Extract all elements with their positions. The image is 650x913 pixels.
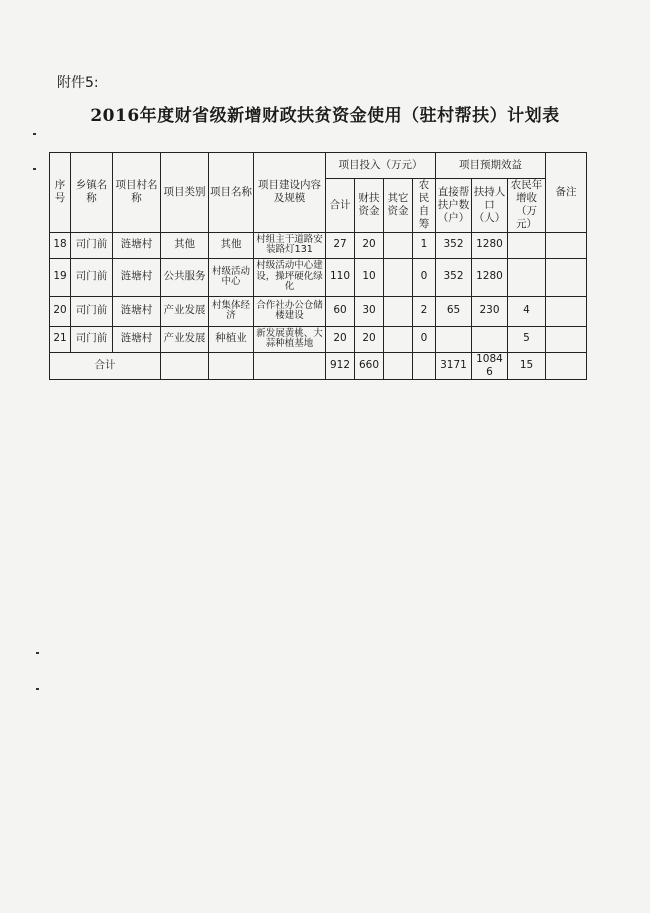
- cell-village: 涟塘村: [113, 296, 161, 326]
- cell-category: 产业发展: [161, 296, 209, 326]
- header-benefit-group: 项目预期效益: [436, 153, 546, 179]
- cell-total: 20: [326, 326, 355, 352]
- cell-town: 司门前: [71, 258, 113, 296]
- cell-seq: 21: [50, 326, 71, 352]
- cell-income: [508, 258, 546, 296]
- cell-population: 1280: [472, 232, 508, 258]
- total-fiscal: 660: [355, 352, 384, 379]
- cell-category: 公共服务: [161, 258, 209, 296]
- header-population: 扶持人口（人）: [472, 179, 508, 233]
- cell-total: 27: [326, 232, 355, 258]
- header-content: 项目建设内容及规模: [254, 153, 326, 233]
- cell-total: 60: [326, 296, 355, 326]
- scan-speck: [36, 688, 39, 690]
- cell-village: 涟塘村: [113, 258, 161, 296]
- total-amount: 912: [326, 352, 355, 379]
- cell-income: 4: [508, 296, 546, 326]
- total-row: [50, 352, 587, 379]
- cell-seq: 18: [50, 232, 71, 258]
- document-title: 2016年度财省级新增财政扶贫资金使用（驻村帮扶）计划表: [90, 106, 560, 126]
- cell-content: [254, 352, 326, 379]
- cell-category: 产业发展: [161, 326, 209, 352]
- cell-farmer: 2: [413, 296, 436, 326]
- total-label: 合计: [50, 352, 161, 379]
- cell-remarks: [546, 326, 587, 352]
- cell-project-name: 其他: [209, 232, 254, 258]
- cell-farmer: 0: [413, 258, 436, 296]
- total-other: [384, 352, 413, 379]
- header-income: 农民年增收（万元）: [508, 179, 546, 233]
- header-investment-group: 项目投入（万元）: [326, 153, 436, 179]
- attachment-label: 附件5:: [57, 75, 99, 91]
- header-farmer: 农民自筹: [413, 179, 436, 233]
- total-households: 3171: [436, 352, 472, 379]
- cell-population: 230: [472, 296, 508, 326]
- cell-households: 352: [436, 258, 472, 296]
- cell-remarks: [546, 296, 587, 326]
- cell-category: [161, 352, 209, 379]
- cell-fiscal: 20: [355, 232, 384, 258]
- cell-income: [508, 232, 546, 258]
- cell-other: [384, 296, 413, 326]
- header-remarks: 备注: [546, 153, 587, 233]
- header-total: 合计: [326, 179, 355, 233]
- cell-households: [436, 326, 472, 352]
- cell-content: 村组主干道路安装路灯131: [254, 232, 326, 258]
- header-seq: 序号: [50, 153, 71, 233]
- cell-other: [384, 258, 413, 296]
- header-households: 直接帮扶户数（户）: [436, 179, 472, 233]
- cell-town: 司门前: [71, 232, 113, 258]
- scan-speck: [33, 168, 36, 170]
- scan-speck: [36, 652, 39, 654]
- cell-village: 涟塘村: [113, 232, 161, 258]
- cell-project-name: 村级活动中心: [209, 258, 254, 296]
- cell-population: 1280: [472, 258, 508, 296]
- cell-content: 新发展黄桃、大蒜种植基地: [254, 326, 326, 352]
- header-town: 乡镇名称: [71, 153, 113, 233]
- scan-speck: [33, 133, 36, 135]
- cell-content: 合作社办公仓储楼建设: [254, 296, 326, 326]
- cell-other: [384, 326, 413, 352]
- header-category: 项目类别: [161, 153, 209, 233]
- table-row: [50, 232, 587, 258]
- cell-content: 村级活动中心建设，操坪硬化绿化: [254, 258, 326, 296]
- header-row-1: [50, 153, 587, 179]
- cell-farmer: 0: [413, 326, 436, 352]
- cell-village: 涟塘村: [113, 326, 161, 352]
- cell-population: [472, 326, 508, 352]
- cell-fiscal: 10: [355, 258, 384, 296]
- table-row: [50, 326, 587, 352]
- cell-fiscal: 20: [355, 326, 384, 352]
- total-income: 15: [508, 352, 546, 379]
- cell-project-name: 村集体经济: [209, 296, 254, 326]
- cell-total: 110: [326, 258, 355, 296]
- table-row: [50, 258, 587, 296]
- cell-remarks: [546, 232, 587, 258]
- cell-category: 其他: [161, 232, 209, 258]
- cell-seq: 19: [50, 258, 71, 296]
- header-fiscal: 财扶资金: [355, 179, 384, 233]
- cell-project-name: 种植业: [209, 326, 254, 352]
- cell-farmer: 1: [413, 232, 436, 258]
- cell-income: 5: [508, 326, 546, 352]
- cell-remarks: [546, 258, 587, 296]
- total-farmer: [413, 352, 436, 379]
- table-row: [50, 296, 587, 326]
- cell-other: [384, 232, 413, 258]
- header-village: 项目村名称: [113, 153, 161, 233]
- plan-table: [49, 152, 587, 380]
- cell-town: 司门前: [71, 326, 113, 352]
- total-remarks: [546, 352, 587, 379]
- cell-seq: 20: [50, 296, 71, 326]
- cell-town: 司门前: [71, 296, 113, 326]
- cell-project-name: [209, 352, 254, 379]
- total-population: 10846: [472, 352, 508, 379]
- cell-households: 352: [436, 232, 472, 258]
- cell-fiscal: 30: [355, 296, 384, 326]
- header-project-name: 项目名称: [209, 153, 254, 233]
- header-other: 其它资金: [384, 179, 413, 233]
- cell-households: 65: [436, 296, 472, 326]
